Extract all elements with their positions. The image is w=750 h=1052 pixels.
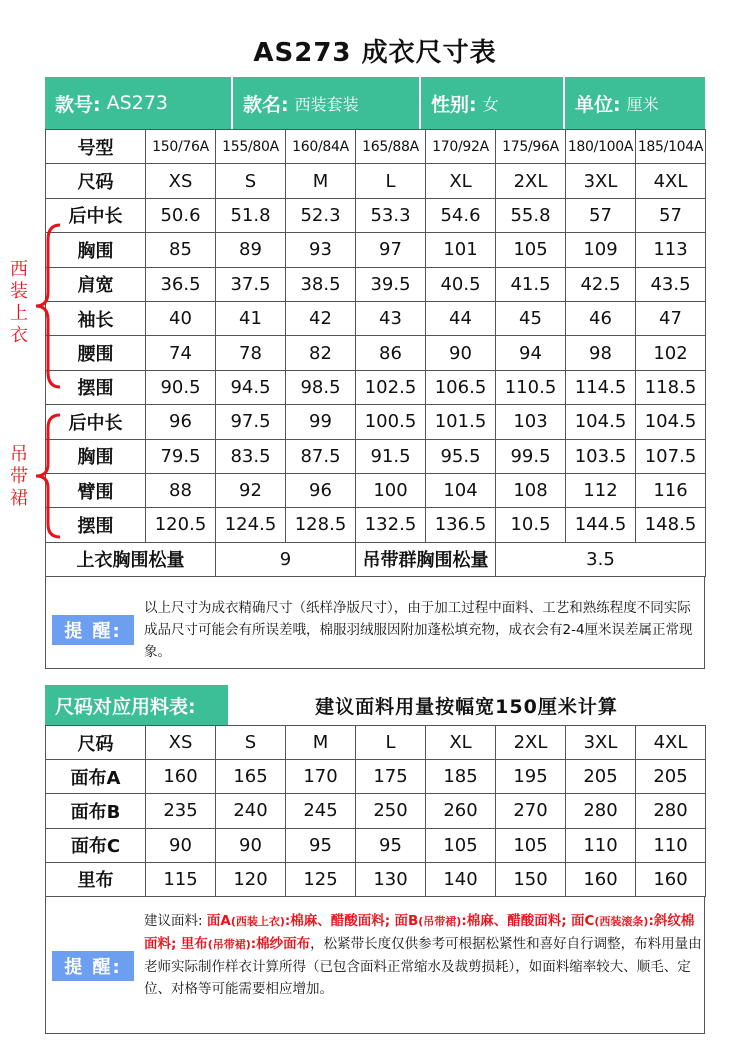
fabric-a-label: 面A [206, 913, 231, 929]
fabric-value-cell: 110 [636, 828, 706, 862]
fabric-value-cell: 280 [636, 794, 706, 828]
size-cell: L [356, 164, 426, 198]
fit-cell: 160/84A [286, 130, 356, 164]
measure-cell: 144.5 [566, 508, 636, 542]
gender-value: 女 [482, 94, 499, 114]
style-name-cell [233, 77, 421, 129]
size-cell: 4XL [636, 164, 706, 198]
fit-cell: 150/76A [146, 130, 216, 164]
jacket-measure-row [46, 301, 706, 335]
measure-cell: 83.5 [216, 439, 286, 473]
measure-cell: 79.5 [146, 439, 216, 473]
measure-cell: 120.5 [146, 508, 216, 542]
measure-cell: 53.3 [356, 198, 426, 232]
measure-cell: 37.5 [216, 267, 286, 301]
reminder-box-1 [45, 577, 705, 669]
measure-cell: 103.5 [566, 439, 636, 473]
fabric-value-cell: 185 [426, 760, 496, 794]
measure-cell: 113 [636, 233, 706, 267]
measure-cell: 128.5 [286, 508, 356, 542]
measure-cell: 94.5 [216, 370, 286, 404]
reminder-label-2: 提 醒: [52, 951, 134, 981]
style-no-value: AS273 [106, 92, 168, 114]
fit-cell: 170/92A [426, 130, 496, 164]
lining-label: 里布 [180, 936, 208, 952]
page-title: AS273 成衣尺寸表 [253, 38, 497, 68]
fabric-value-cell: 160 [566, 862, 636, 896]
measure-cell: 112 [566, 473, 636, 507]
skirt-measure-row [46, 473, 706, 507]
fabric-c-sub: (西装滚条) [594, 915, 649, 928]
measure-cell: 39.5 [356, 267, 426, 301]
measure-cell: 105 [496, 233, 566, 267]
measure-cell: 104.5 [566, 405, 636, 439]
fabric-value-cell: 110 [566, 828, 636, 862]
measure-cell: 41 [216, 301, 286, 335]
measure-cell: 94 [496, 336, 566, 370]
fabric-b-sub: (吊带裙) [418, 915, 462, 928]
size-cell: XL [426, 164, 496, 198]
ease-jacket-value: 9 [216, 542, 356, 576]
measure-cell: 42 [286, 301, 356, 335]
measure-cell: 124.5 [216, 508, 286, 542]
fabric-value-cell: 170 [286, 760, 356, 794]
measure-cell: 95.5 [426, 439, 496, 473]
measure-cell: 136.5 [426, 508, 496, 542]
measure-cell: 41.5 [496, 267, 566, 301]
lining-sub: (吊带裙) [207, 938, 251, 951]
reminder-text-1: 以上尺寸为成衣精确尺寸（纸样净版尺寸），由于加工过程中面料、工艺和熟练程度不同实际成品尺寸可能会有所误差哦，棉服羽绒服因附加蓬松填充物，成衣会有2-4厘米误差属正常现象。 [144, 600, 693, 660]
measure-cell: 104 [426, 473, 496, 507]
measure-cell: 96 [286, 473, 356, 507]
fabric-usage-table [45, 725, 706, 897]
measure-cell: 106.5 [426, 370, 496, 404]
skirt-measure-label: 胸围 [46, 439, 146, 473]
skirt-measure-label: 臂围 [46, 473, 146, 507]
fabric-value-cell: 280 [566, 794, 636, 828]
measure-cell: 101 [426, 233, 496, 267]
measure-cell: 38.5 [286, 267, 356, 301]
fabric-size-cell: M [286, 726, 356, 760]
measure-cell: 97 [356, 233, 426, 267]
fabric-row-label: 面布C [46, 828, 146, 862]
jacket-measure-label: 后中长 [46, 198, 146, 232]
fabric-b-label: 面B [394, 913, 419, 929]
skirt-side-label: 吊带裙 [10, 444, 28, 509]
fabric-value-cell: 245 [286, 794, 356, 828]
fabric-value-cell: 90 [216, 828, 286, 862]
fabric-size-cell: XL [426, 726, 496, 760]
fabric-size-header: 尺码 [46, 726, 146, 760]
measure-cell: 78 [216, 336, 286, 370]
fabric-value-cell: 205 [636, 760, 706, 794]
size-chart-table [45, 129, 706, 577]
jacket-measure-row [46, 336, 706, 370]
fabric-usage-subtitle: 建议面料用量按幅宽150厘米计算 [315, 695, 618, 718]
measure-cell: 90.5 [146, 370, 216, 404]
measure-cell: 148.5 [636, 508, 706, 542]
fabric-value-cell: 150 [496, 862, 566, 896]
fabric-size-cell: L [356, 726, 426, 760]
product-header-bar [45, 77, 705, 129]
fabric-value-cell: 250 [356, 794, 426, 828]
fabric-size-cell: 3XL [566, 726, 636, 760]
jacket-measure-row [46, 370, 706, 404]
measure-cell: 102.5 [356, 370, 426, 404]
ease-jacket-label: 上衣胸围松量 [46, 542, 216, 576]
fabric-usage-header [45, 685, 705, 725]
measure-cell: 54.6 [426, 198, 496, 232]
fabric-value-cell: 240 [216, 794, 286, 828]
measure-cell: 109 [566, 233, 636, 267]
measure-cell: 116 [636, 473, 706, 507]
size-cell: S [216, 164, 286, 198]
measure-cell: 51.8 [216, 198, 286, 232]
fabric-value-cell: 115 [146, 862, 216, 896]
fabric-row-label: 面布A [46, 760, 146, 794]
style-no-label: 款号: [55, 93, 101, 116]
fabric-value-cell: 120 [216, 862, 286, 896]
measure-cell: 74 [146, 336, 216, 370]
measure-cell: 110.5 [496, 370, 566, 404]
measure-cell: 40.5 [426, 267, 496, 301]
style-name-label: 款名: [243, 93, 289, 116]
measure-cell: 102 [636, 336, 706, 370]
jacket-measure-row [46, 198, 706, 232]
fabric-row [46, 862, 706, 896]
jacket-measure-label: 摆围 [46, 370, 146, 404]
reminder-text-2 [144, 910, 702, 1000]
fabric-note-rest: ，松紧带长度仅供参考可根据松紧性和喜好自行调整，布料用量由老师实际制作样衣计算所得（已包含面料正常缩水及裁剪损耗），如面料缩率较大、顺毛、定位、对格等可能需要相应增加。 [144, 936, 702, 997]
fabric-row-label: 面布B [46, 794, 146, 828]
fabric-value-cell: 235 [146, 794, 216, 828]
fabric-size-cell: XS [146, 726, 216, 760]
measure-cell: 114.5 [566, 370, 636, 404]
style-no-cell [45, 77, 233, 129]
measure-cell: 43.5 [636, 267, 706, 301]
fabric-value-cell: 260 [426, 794, 496, 828]
measure-cell: 57 [566, 198, 636, 232]
unit-label: 单位: [575, 93, 621, 116]
measure-cell: 40 [146, 301, 216, 335]
fabric-value-cell: 125 [286, 862, 356, 896]
gender-cell [421, 77, 565, 129]
measure-cell: 93 [286, 233, 356, 267]
fabric-row [46, 794, 706, 828]
measure-cell: 107.5 [636, 439, 706, 473]
measure-cell: 45 [496, 301, 566, 335]
fabric-value-cell: 90 [146, 828, 216, 862]
fit-cell: 165/88A [356, 130, 426, 164]
measure-cell: 44 [426, 301, 496, 335]
fabric-size-row [46, 726, 706, 760]
fit-cell: 185/104A [636, 130, 706, 164]
ease-row [46, 542, 706, 576]
style-name-value: 西装套装 [294, 94, 359, 114]
fabric-value-cell: 130 [356, 862, 426, 896]
skirt-measure-row [46, 508, 706, 542]
unit-cell [565, 77, 705, 129]
fabric-value-cell: 205 [566, 760, 636, 794]
fabric-c-label: 面C [570, 913, 595, 929]
reminder-box-2 [45, 896, 705, 1034]
measure-cell: 96 [146, 405, 216, 439]
measure-cell: 100 [356, 473, 426, 507]
measure-cell: 98.5 [286, 370, 356, 404]
fit-header-cell: 号型 [46, 130, 146, 164]
measure-cell: 88 [146, 473, 216, 507]
measure-cell: 91.5 [356, 439, 426, 473]
size-row [46, 164, 706, 198]
measure-cell: 57 [636, 198, 706, 232]
jacket-brace-icon [30, 222, 66, 390]
fabric-value-cell: 95 [286, 828, 356, 862]
fabric-a-sub: (西装上衣) [230, 915, 285, 928]
ease-skirt-value: 3.5 [496, 542, 706, 576]
measure-cell: 43 [356, 301, 426, 335]
fabric-row [46, 828, 706, 862]
measure-cell: 118.5 [636, 370, 706, 404]
fabric-size-cell: 2XL [496, 726, 566, 760]
measure-cell: 99.5 [496, 439, 566, 473]
jacket-side-label: 西装上衣 [10, 259, 28, 346]
measure-cell: 99 [286, 405, 356, 439]
measure-cell: 104.5 [636, 405, 706, 439]
fabric-value-cell: 270 [496, 794, 566, 828]
skirt-measure-label: 摆围 [46, 508, 146, 542]
measure-cell: 82 [286, 336, 356, 370]
size-cell: XS [146, 164, 216, 198]
jacket-measure-row [46, 233, 706, 267]
measure-cell: 85 [146, 233, 216, 267]
skirt-measure-row [46, 439, 706, 473]
lining-text: :棉纱面布 [250, 936, 311, 952]
measure-cell: 90 [426, 336, 496, 370]
fabric-value-cell: 140 [426, 862, 496, 896]
fabric-row-label: 里布 [46, 862, 146, 896]
fabric-value-cell: 175 [356, 760, 426, 794]
gender-label: 性别: [431, 93, 477, 116]
measure-cell: 108 [496, 473, 566, 507]
measure-cell: 100.5 [356, 405, 426, 439]
measure-cell: 46 [566, 301, 636, 335]
measure-cell: 86 [356, 336, 426, 370]
fabric-b-text: :棉麻、醋酸面料; [461, 913, 567, 929]
fit-cell: 175/96A [496, 130, 566, 164]
measure-cell: 101.5 [426, 405, 496, 439]
fit-cell: 180/100A [566, 130, 636, 164]
fabric-value-cell: 160 [146, 760, 216, 794]
fit-cell: 155/80A [216, 130, 286, 164]
measure-cell: 42.5 [566, 267, 636, 301]
jacket-measure-label: 袖长 [46, 301, 146, 335]
measure-cell: 50.6 [146, 198, 216, 232]
reminder-label-1: 提 醒: [52, 615, 134, 645]
measure-cell: 97.5 [216, 405, 286, 439]
fabric-suggest-intro: 建议面料: [144, 913, 203, 929]
unit-value: 厘米 [626, 94, 659, 114]
size-cell: M [286, 164, 356, 198]
fabric-row [46, 760, 706, 794]
size-cell: 2XL [496, 164, 566, 198]
fabric-value-cell: 160 [636, 862, 706, 896]
fabric-size-cell: S [216, 726, 286, 760]
fabric-value-cell: 165 [216, 760, 286, 794]
measure-cell: 10.5 [496, 508, 566, 542]
skirt-measure-row [46, 405, 706, 439]
fabric-value-cell: 195 [496, 760, 566, 794]
fabric-a-text: :棉麻、醋酸面料; [284, 913, 391, 929]
jacket-measure-label: 胸围 [46, 233, 146, 267]
jacket-measure-row [46, 267, 706, 301]
ease-skirt-label: 吊带群胸围松量 [356, 542, 496, 576]
skirt-measure-label: 后中长 [46, 405, 146, 439]
fabric-value-cell: 95 [356, 828, 426, 862]
measure-cell: 55.8 [496, 198, 566, 232]
measure-cell: 98 [566, 336, 636, 370]
fabric-value-cell: 105 [496, 828, 566, 862]
measure-cell: 52.3 [286, 198, 356, 232]
size-cell: 3XL [566, 164, 636, 198]
fabric-value-cell: 105 [426, 828, 496, 862]
measure-cell: 87.5 [286, 439, 356, 473]
measure-cell: 89 [216, 233, 286, 267]
measure-cell: 92 [216, 473, 286, 507]
skirt-brace-icon [30, 412, 66, 540]
fit-row [46, 130, 706, 164]
measure-cell: 132.5 [356, 508, 426, 542]
measure-cell: 103 [496, 405, 566, 439]
measure-cell: 36.5 [146, 267, 216, 301]
jacket-measure-label: 肩宽 [46, 267, 146, 301]
jacket-measure-label: 腰围 [46, 336, 146, 370]
measure-cell: 47 [636, 301, 706, 335]
fabric-usage-title: 尺码对应用料表: [45, 685, 228, 725]
fabric-c-text: :斜纹棉面料; [144, 913, 695, 952]
size-header-cell: 尺码 [46, 164, 146, 198]
fabric-size-cell: 4XL [636, 726, 706, 760]
